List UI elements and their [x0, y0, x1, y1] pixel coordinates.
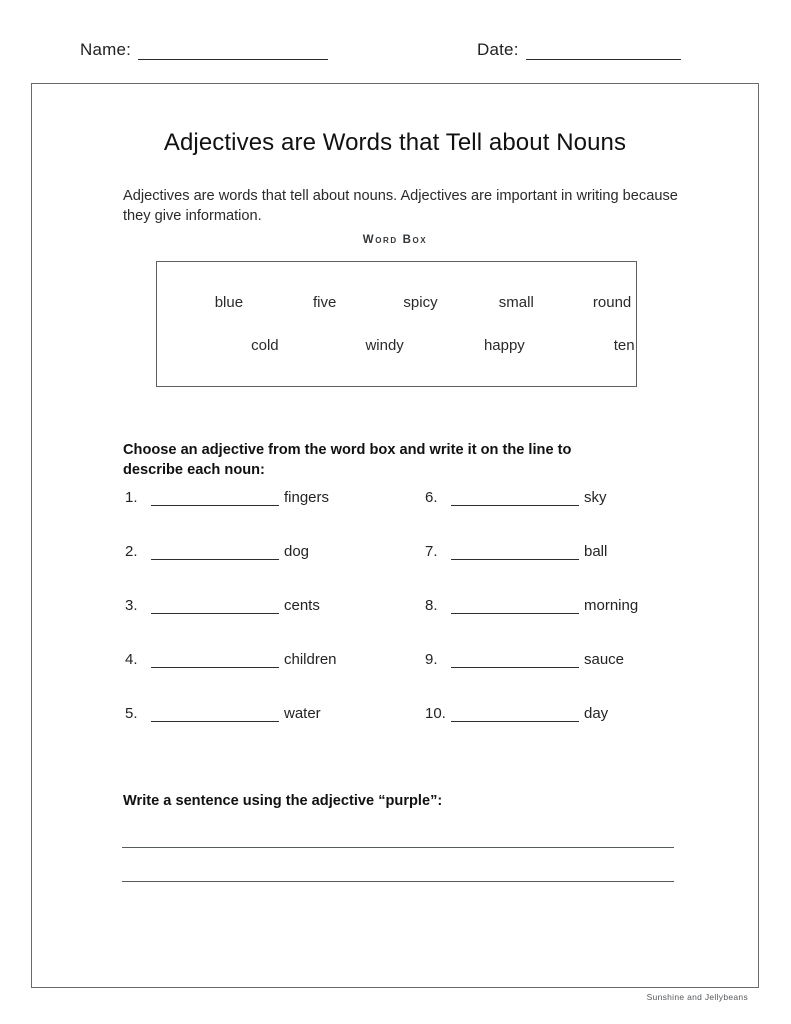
item-noun: fingers — [284, 489, 330, 506]
list-item — [125, 489, 329, 506]
item-number: 2. — [125, 543, 138, 560]
word-box-row-2 — [157, 337, 732, 354]
word-box-word: round — [592, 294, 632, 311]
list-item — [425, 543, 607, 560]
item-noun: water — [284, 705, 321, 722]
list-item — [125, 597, 320, 614]
word-box-word: blue — [214, 294, 244, 311]
item-noun: dog — [284, 543, 310, 560]
list-item — [425, 597, 638, 614]
item-answer-blank[interactable] — [451, 706, 579, 722]
directions-text: Choose an adjective from the word box and write it on the line to describe each noun: — [123, 441, 572, 479]
item-number: 10. — [425, 705, 446, 722]
item-noun: ball — [584, 543, 608, 560]
name-field — [80, 40, 328, 60]
date-field — [477, 40, 681, 60]
word-box-word: cold — [251, 337, 279, 354]
item-noun: day — [584, 705, 609, 722]
item-number: 6. — [425, 489, 438, 506]
word-box-word: spicy — [403, 294, 438, 311]
worksheet-header — [0, 0, 791, 83]
word-box-word: windy — [365, 337, 404, 354]
word-box-word: small — [498, 294, 534, 311]
name-label: Name: — [80, 40, 132, 59]
item-number: 1. — [125, 489, 138, 506]
item-answer-blank[interactable] — [451, 490, 579, 506]
list-item — [425, 705, 608, 722]
sentence-prompt-text: Write a sentence using the adjective “purple”: — [123, 792, 443, 809]
list-item — [125, 543, 309, 560]
item-noun: sky — [584, 489, 607, 506]
item-noun: morning — [584, 597, 639, 614]
item-answer-blank[interactable] — [151, 544, 279, 560]
item-answer-blank[interactable] — [151, 652, 279, 668]
item-number: 4. — [125, 651, 138, 668]
date-label: Date: — [477, 40, 519, 59]
word-box-caption: Word Box — [362, 234, 428, 246]
item-number: 8. — [425, 597, 438, 614]
list-item — [425, 489, 607, 506]
intro-paragraph: Adjectives are words that tell about nouns. Adjectives are important in writing because they give information. — [123, 187, 678, 225]
list-item — [125, 651, 337, 668]
word-box — [156, 261, 637, 387]
item-number: 9. — [425, 651, 438, 668]
item-answer-blank[interactable] — [151, 490, 279, 506]
item-number: 5. — [125, 705, 138, 722]
list-item — [425, 651, 624, 668]
footer-credit: Sunshine and Jellybeans — [646, 992, 748, 1002]
name-write-line[interactable] — [138, 44, 328, 60]
word-box-row-1 — [157, 294, 684, 311]
word-box-word: five — [313, 294, 337, 311]
item-answer-blank[interactable] — [151, 706, 279, 722]
item-answer-blank[interactable] — [151, 598, 279, 614]
item-noun: children — [284, 651, 337, 668]
numbered-items-area — [32, 489, 758, 739]
sentence-write-line-2[interactable] — [122, 881, 674, 882]
list-item — [125, 705, 321, 722]
word-box-word: happy — [483, 337, 525, 354]
date-write-line[interactable] — [526, 44, 681, 60]
item-noun: sauce — [584, 651, 625, 668]
item-number: 3. — [125, 597, 138, 614]
item-number: 7. — [425, 543, 438, 560]
item-answer-blank[interactable] — [451, 598, 579, 614]
worksheet-page-frame — [31, 83, 759, 988]
item-answer-blank[interactable] — [451, 544, 579, 560]
item-answer-blank[interactable] — [451, 652, 579, 668]
page-title: Adjectives are Words that Tell about Nouns — [163, 129, 627, 157]
word-box-word: ten — [613, 337, 635, 354]
item-noun: cents — [284, 597, 320, 614]
sentence-write-line-1[interactable] — [122, 847, 674, 848]
